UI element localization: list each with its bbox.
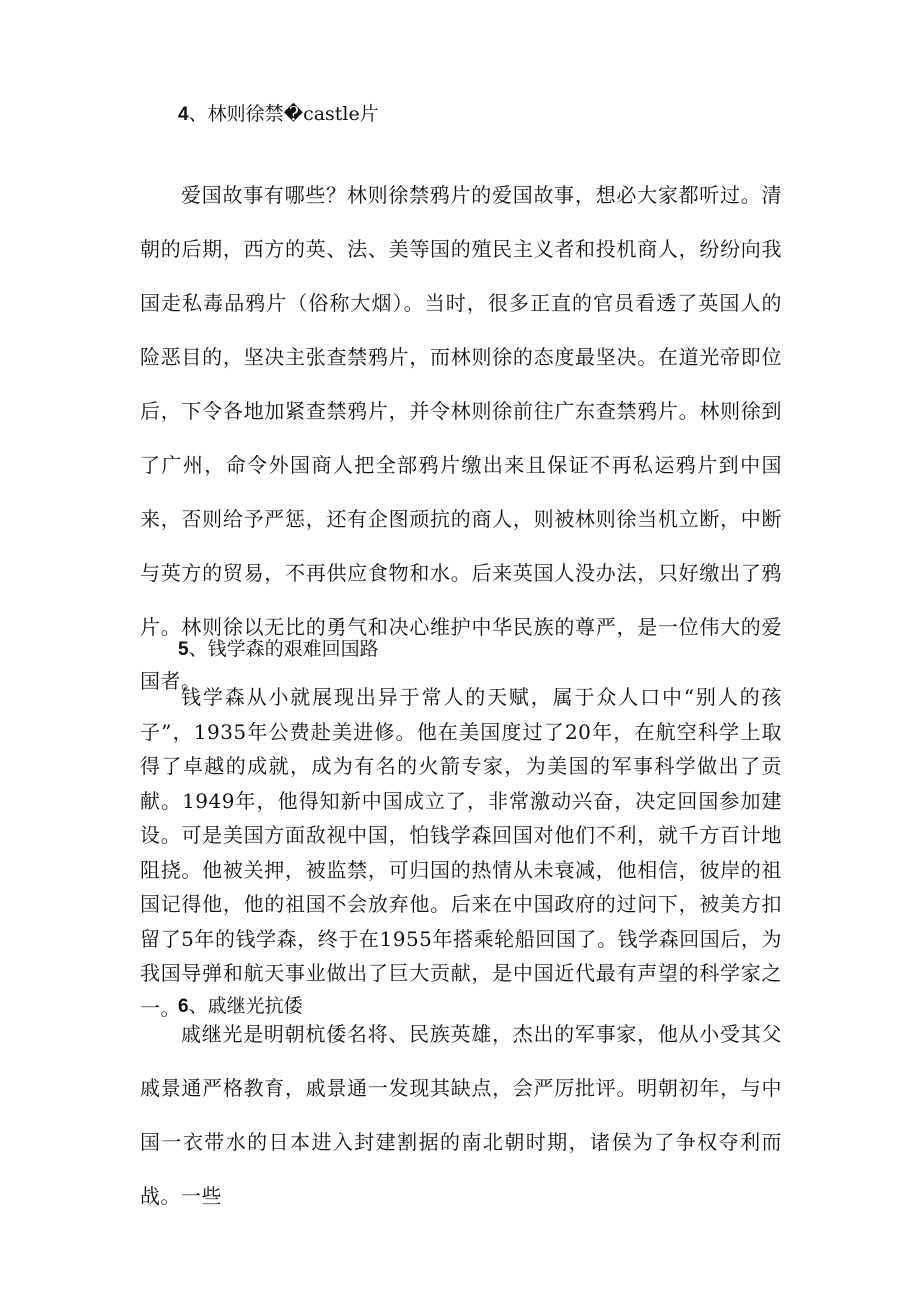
section-number: 5 [178,639,189,660]
section-number: 6 [178,996,189,1017]
section-separator: 、 [188,638,208,660]
section-separator: 、 [188,995,208,1017]
section-title: 戚继光抗倭 [207,995,303,1017]
section-body-6: 戚继光是明朝杭倭名将、民族英雄，杰出的军事家，他从小受其父戚景通严格教育，戚景通一发现其缺点，会严厉批评。明朝初年，与中国一衣带水的日本进入封建割据的南北朝时期，诸侯为了争权夺利而战。一些 [140,1022,782,1208]
section-body-4: 爱国故事有哪些？林则徐禁鸦片的爱国故事，想必大家都听过。清朝的后期，西方的英、法、美等国的殖民主义者和投机商人，纷纷向我国走私毒品鸦片（俗称大烟）。当时，很多正直的官员看透了英国人的险恶目的，坚决主张查禁鸦片，而林则徐的态度最坚决。在道光帝即位后，下令各地加紧查禁鸦片，并令林则徐前往广东查禁鸦片。林则徐到了广州，命令外国商人把全部鸦片缴出来且保证不再私运鸦片到中国来，否则给予严惩，还有企图顽抗的商人，则被林则徐当机立断，中断与英方的贸易，不再供应食物和水。后来英国人没办法，只好缴出了鸦片。林则徐以无比的勇气和决心维护中华民族的尊严，是一位伟大的爱国者。 [140,183,782,693]
section-body-5: 钱学森从小就展现出异于常人的天赋，属于众人口中“别人的孩子”，1935年公费赴美进修。他在美国度过了20年，在航空科学上取得了卓越的成就，成为有名的火箭专家，为美国的军事科学做出了贡献。1949年，他得知新中国成立了，非常激动兴奋，决定回国参加建设。可是美国方面敌视中国，怕钱学森回国对他们不利，就千方百计地阻挠。他被关押，被监禁，可归国的热情从未衰减，他相信，彼岸的祖国记得他，他的祖国不会放弃他。后来在中国政府的过问下，被美方扣留了5年的钱学森，终于在1955年搭乘轮船回国了。钱学森回国后，为我国导弹和航天事业做出了巨大贡献，是中国近代最有声望的科学家之一。 [140,685,782,1020]
section-heading-4 [178,101,379,128]
section-heading-5 [178,636,379,663]
section-number: 4 [178,104,189,125]
section-separator: 、 [188,103,208,125]
section-title: 林则徐禁�castle片 [207,103,379,125]
section-title: 钱学森的艰难回国路 [207,638,379,660]
